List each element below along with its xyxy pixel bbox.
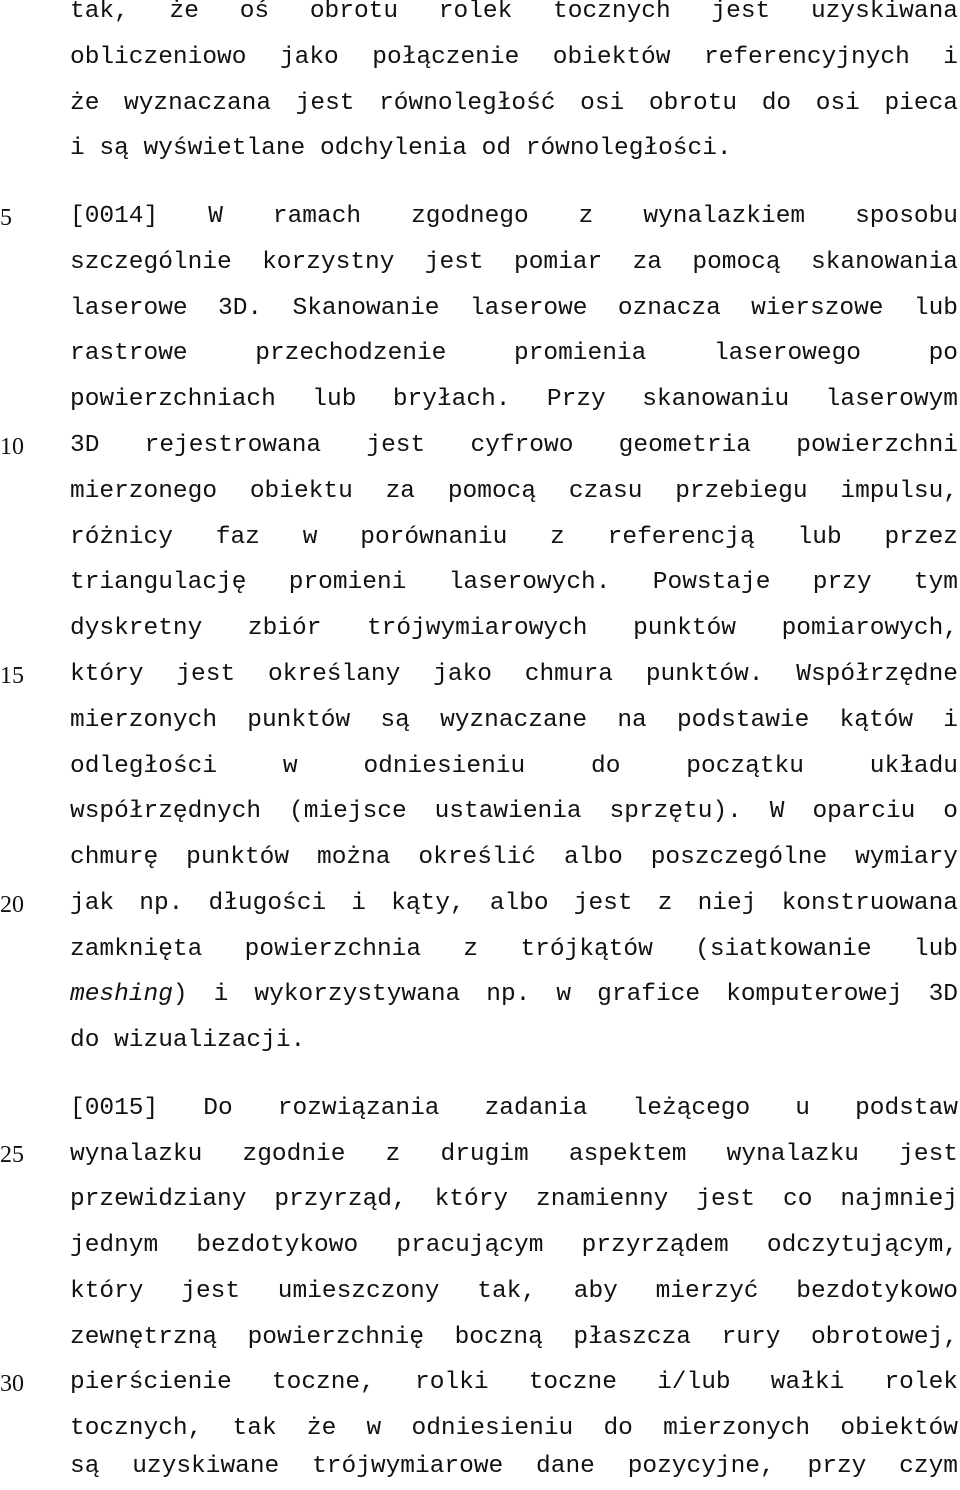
text-line (70, 975, 958, 1015)
line-number-30: 30 (0, 1371, 24, 1397)
text-line: tocznych, tak że w odniesieniu do mierzonych obiektów (70, 1415, 958, 1442)
italic-term: meshing (70, 981, 173, 1008)
text-line: zewnętrzną powierzchnię boczną płaszcza rury obrotowej, (70, 1324, 958, 1351)
text-line: który jest umieszczony tak, aby mierzyć bezdotykowo (70, 1278, 958, 1305)
text-line: zamknięta powierzchnia z trójkątów (siatkowanie lub (70, 936, 958, 963)
text-line: dyskretny zbiór trójwymiarowych punktów pomiarowych, (70, 615, 958, 642)
line-number-25: 25 (0, 1142, 24, 1168)
text-line: mierzonych punktów są wyznaczane na podstawie kątów i (70, 707, 958, 734)
text-line: szczególnie korzystny jest pomiar za pomocą skanowania (70, 249, 958, 276)
text-line: że wyznaczana jest równoległość osi obrotu do osi pieca (70, 90, 958, 117)
text-run: ) i wykorzystywana np. w grafice komputerowej 3D (172, 981, 958, 1008)
text-line: współrzędnych (miejsce ustawienia sprzętu). W oparciu o (70, 798, 958, 825)
text-line: laserowe 3D. Skanowanie laserowe oznacza wierszowe lub (70, 295, 958, 322)
text-line: powierzchniach lub bryłach. Przy skanowaniu laserowym (70, 386, 958, 413)
text-line: chmurę punktów można określić albo poszczególne wymiary (70, 844, 958, 871)
line-number-10: 10 (0, 434, 24, 460)
text-line: [0015] Do rozwiązania zadania leżącego u podstaw (70, 1095, 958, 1122)
text-line: który jest określany jako chmura punktów. Współrzędne (70, 661, 958, 688)
text-line: i są wyświetlane odchylenia od równoległości. (70, 135, 732, 162)
text-line: pierścienie toczne, rolki toczne i/lub wałki rolek (70, 1369, 958, 1396)
text-line: obliczeniowo jako połączenie obiektów referencyjnych i (70, 44, 958, 71)
text-line: różnicy faz w porównaniu z referencją lub przez (70, 524, 958, 551)
text-line: rastrowe przechodzenie promienia laserowego po (70, 340, 958, 367)
text-line: odległości w odniesieniu do początku układu (70, 753, 958, 780)
text-line: 3D rejestrowana jest cyfrowo geometria powierzchni (70, 432, 958, 459)
text-line: triangulację promieni laserowych. Powstaje przy tym (70, 569, 958, 596)
text-line: do wizualizacji. (70, 1027, 306, 1054)
line-number-15: 15 (0, 663, 24, 689)
text-line: mierzonego obiektu za pomocą czasu przebiegu impulsu, (70, 478, 958, 505)
text-line: są uzyskiwane trójwymiarowe dane pozycyjne, przy czym (70, 1453, 958, 1480)
line-number-5: 5 (0, 205, 12, 231)
text-line: tak, że oś obrotu rolek tocznych jest uzyskiwana (70, 0, 958, 25)
text-line: jednym bezdotykowo pracującym przyrządem odczytującym, (70, 1232, 958, 1259)
text-line: wynalazku zgodnie z drugim aspektem wynalazku jest (70, 1141, 958, 1168)
text-line: przewidziany przyrząd, który znamienny jest co najmniej (70, 1186, 958, 1213)
text-line: [0014] W ramach zgodnego z wynalazkiem sposobu (70, 203, 958, 230)
line-number-20: 20 (0, 892, 24, 918)
text-line: jak np. długości i kąty, albo jest z niej konstruowana (70, 890, 958, 917)
